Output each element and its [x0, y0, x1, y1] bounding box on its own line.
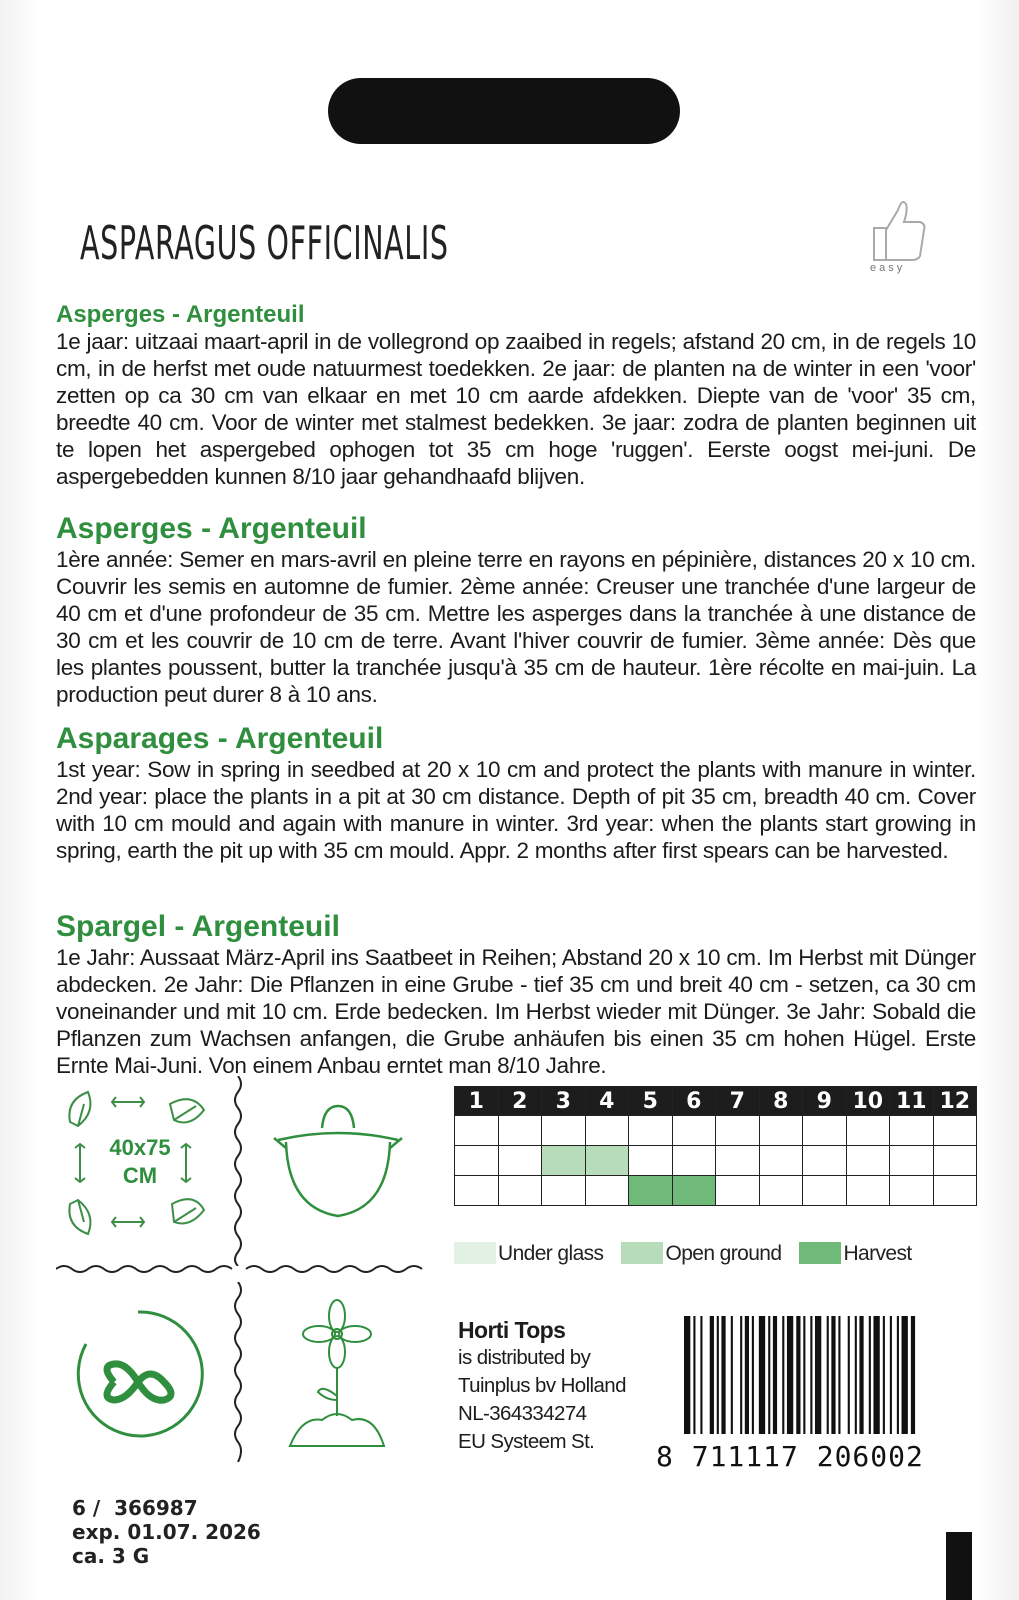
- calendar-cell: [498, 1116, 542, 1146]
- month-header: 9: [803, 1087, 847, 1116]
- distributor-line: Tuinplus bv Holland: [458, 1374, 626, 1397]
- barcode-bar: [782, 1316, 784, 1434]
- calendar-cell: [890, 1116, 934, 1146]
- month-header: 7: [716, 1087, 760, 1116]
- barcode-bar: [684, 1316, 690, 1434]
- barcode-bar: [745, 1316, 749, 1434]
- hang-slot: [328, 78, 680, 144]
- barcode-bar: [787, 1316, 793, 1434]
- month-header: 3: [542, 1087, 586, 1116]
- legend-swatch: [621, 1242, 663, 1264]
- calendar-cell: [846, 1176, 890, 1206]
- calendar-cell: [890, 1146, 934, 1176]
- month-header: 5: [629, 1087, 673, 1116]
- calendar-cell: [716, 1116, 760, 1146]
- barcode-bar: [759, 1316, 765, 1434]
- distributor-info: [458, 1316, 626, 1456]
- section-english: [56, 722, 976, 864]
- calendar-cell: [672, 1116, 716, 1146]
- distributor-line: NL-364334274: [458, 1402, 587, 1425]
- section-dutch: [56, 302, 976, 490]
- legend-swatch: [454, 1242, 496, 1264]
- barcode-bar: [873, 1316, 879, 1434]
- barcode-bar: [859, 1316, 863, 1434]
- section-body: 1ère année: Semer en mars-avril en pleine terre en rayons en pépinière, distances 20 x 10 cm. Couvrir les semis en automne de fumier. 2ème année: Creuser une tranchée d'une largeur de 40 cm et d'une profondeur de 35 cm. Mettre les asperges dans la tranchée à une distance de 30 cm et les couvrir de 10 cm de terre. Avant l'hiver couvrir de fumier. 3ème année: Dès que les plantes poussent, butter la tranchée jusqu'à 35 cm de hauteur. 1ère récolte en mai-juin. La production peut durer 8 à 10 ans.: [56, 547, 976, 707]
- seed-weight: ca. 3 G: [72, 1544, 150, 1568]
- month-header: 6: [672, 1087, 716, 1116]
- pot-icon: [268, 1098, 408, 1228]
- month-header: 12: [933, 1087, 977, 1116]
- barcode-bar: [721, 1316, 725, 1434]
- edge-mark: [946, 1532, 972, 1600]
- section-heading: Asperges - Argenteuil: [56, 512, 367, 545]
- barcode-bar: [897, 1316, 899, 1434]
- section-body: 1st year: Sow in spring in seedbed at 20 x 10 cm and protect the plants with manure in winter. 2nd year: place the plants in a pit at 30 cm distance. Depth of pit 35 cm, breadth 40 cm. Cover with 10 cm mould and again with manure in winter. 3rd year: when the plants start growing in spring, earth the pit up with 35 cm mould. Appr. 2 months after first spears can be harvested.: [56, 757, 976, 863]
- calendar-months: [455, 1087, 977, 1116]
- barcode-bar: [890, 1316, 892, 1434]
- barcode-bar: [717, 1316, 719, 1434]
- calendar-cell: [585, 1176, 629, 1206]
- section-heading: Asperges - Argenteuil: [56, 301, 305, 328]
- spacing-dimensions: 40x75: [109, 1135, 171, 1160]
- month-header: 11: [890, 1087, 934, 1116]
- distributor-line: EU Systeem St.: [458, 1430, 595, 1453]
- barcode-bar: [710, 1316, 714, 1434]
- calendar-cell: [672, 1146, 716, 1176]
- calendar-cell: [585, 1146, 629, 1176]
- calendar-rows: [455, 1116, 977, 1206]
- calendar-cell: [542, 1176, 586, 1206]
- barcode-bar: [700, 1316, 702, 1434]
- legend-label: Open ground: [665, 1242, 782, 1265]
- barcode-bar: [869, 1316, 871, 1434]
- lot-info: [72, 1496, 261, 1568]
- calendar-cell: [716, 1176, 760, 1206]
- barcode-bar: [902, 1316, 908, 1434]
- section-heading: Asparages - Argenteuil: [56, 722, 384, 755]
- calendar-cell: [542, 1146, 586, 1176]
- calendar-cell: [846, 1116, 890, 1146]
- calendar-cell: [759, 1146, 803, 1176]
- calendar-row-harvest: [455, 1176, 977, 1206]
- month-header: 10: [846, 1087, 890, 1116]
- legend-swatch: [799, 1242, 841, 1264]
- barcode-number: 8 711117 206002: [656, 1440, 924, 1473]
- calendar-cell: [455, 1146, 499, 1176]
- divider: [56, 1263, 426, 1275]
- calendar-cell: [846, 1146, 890, 1176]
- calendar-cell: [803, 1176, 847, 1206]
- section-french: [56, 512, 976, 708]
- barcode-bar: [731, 1316, 733, 1434]
- barcode-bar: [848, 1316, 850, 1434]
- calendar-cell: [629, 1176, 673, 1206]
- barcode-bar: [796, 1316, 800, 1434]
- barcode: [684, 1316, 960, 1452]
- calendar-cell: [455, 1116, 499, 1146]
- month-header: 4: [585, 1087, 629, 1116]
- calendar-cell: [933, 1146, 977, 1176]
- barcode-bar: [693, 1316, 695, 1434]
- barcode-bar: [773, 1316, 777, 1434]
- barcode-bar: [810, 1316, 812, 1434]
- divider: [232, 1076, 244, 1266]
- month-header: 1: [455, 1087, 499, 1116]
- barcode-bar: [752, 1316, 754, 1434]
- section-body: 1e Jahr: Aussaat März-April ins Saatbeet in Reihen; Abstand 20 x 10 cm. Im Herbst mit Dünger abdecken. 2e Jahr: Die Pflanzen in eine Grube - tief 35 cm und breit 40 cm - setzen, ca 30 cm voneinander und mit 10 cm. Erde bedecken. Im Herbst wieder mit Dünger. 3e Jahr: Sobald die Pflanzen zum Wachsen anfangen, die Grube anhäufen bis einen 35 cm hohen Hügel. Erste Ernte Mai-Juni. Von einem Anbau erntet man 8/10 Jahre.: [56, 945, 976, 1078]
- calendar-cell: [803, 1146, 847, 1176]
- calendar-cell: [759, 1176, 803, 1206]
- calendar-cell: [803, 1116, 847, 1146]
- calendar-cell: [672, 1176, 716, 1206]
- calendar-row-open-ground: [455, 1146, 977, 1176]
- barcode-bar: [803, 1316, 805, 1434]
- barcode-bar: [883, 1316, 885, 1434]
- calendar-cell: [629, 1146, 673, 1176]
- barcode-bar: [855, 1316, 857, 1434]
- legend-item-under-glass: [454, 1242, 603, 1266]
- calendar-cell: [890, 1176, 934, 1206]
- easy-label: easy: [870, 262, 906, 274]
- legend-item-open-ground: [621, 1242, 781, 1266]
- calendar-cell: [498, 1176, 542, 1206]
- brand-name: Horti Tops: [458, 1317, 566, 1343]
- section-german: [56, 910, 976, 1079]
- spacing-value: [100, 1134, 180, 1190]
- calendar-cell: [498, 1146, 542, 1176]
- barcode-bar: [815, 1316, 821, 1434]
- legend-label: Harvest: [843, 1242, 912, 1265]
- sowing-calendar: [454, 1086, 977, 1206]
- calendar-legend: [454, 1242, 930, 1266]
- calendar-cell: [629, 1116, 673, 1146]
- section-heading: Spargel - Argenteuil: [56, 910, 340, 943]
- calendar-cell: [716, 1146, 760, 1176]
- divider: [232, 1282, 244, 1462]
- month-header: 8: [759, 1087, 803, 1116]
- barcode-bar: [838, 1316, 840, 1434]
- legend-label: Under glass: [498, 1242, 604, 1265]
- calendar-row-under-glass: [455, 1116, 977, 1146]
- expiry-date: exp. 01.07. 2026: [72, 1520, 261, 1544]
- barcode-bar: [740, 1316, 742, 1434]
- spacing-unit: CM: [122, 1163, 158, 1188]
- barcode-bar: [827, 1316, 829, 1434]
- barcode-bar: [768, 1316, 770, 1434]
- plant-spacing: [62, 1082, 212, 1252]
- legend-item-harvest: [799, 1242, 911, 1266]
- section-body: 1e jaar: uitzaai maart-april in de vollegrond op zaaibed in regels; afstand 20 cm, in de regels 10 cm, in de herfst met oude natuurmest toedekken. 2e jaar: de planten na de winter in een 'voor' zetten op ca 30 cm van elkaar en met 10 cm aarde afdekken. Diepte van de 'voor' 35 cm, breedte 40 cm. Voor de winter met stalmest bedekken. 3e jaar: zodra de planten beginnen uit te lopen het aspergebed ophogen tot 35 cm hoge 'ruggen'. Eerste oogst mei-juni. De aspergebedden kunnen 8/10 jaar gehandhaafd blijven.: [56, 329, 976, 489]
- calendar-cell: [759, 1116, 803, 1146]
- perennial-icon: [68, 1302, 208, 1452]
- lot-code: 6 / 366987: [72, 1496, 198, 1520]
- distributor-line: is distributed by: [458, 1346, 591, 1369]
- flower-icon: [282, 1296, 392, 1456]
- barcode-bar: [911, 1316, 915, 1434]
- calendar-cell: [455, 1176, 499, 1206]
- month-header: 2: [498, 1087, 542, 1116]
- calendar-cell: [542, 1116, 586, 1146]
- calendar-cell: [933, 1176, 977, 1206]
- product-title: ASPARAGUS OFFICINALIS: [80, 216, 449, 270]
- barcode-bar: [831, 1316, 835, 1434]
- calendar-cell: [585, 1116, 629, 1146]
- calendar-cell: [933, 1116, 977, 1146]
